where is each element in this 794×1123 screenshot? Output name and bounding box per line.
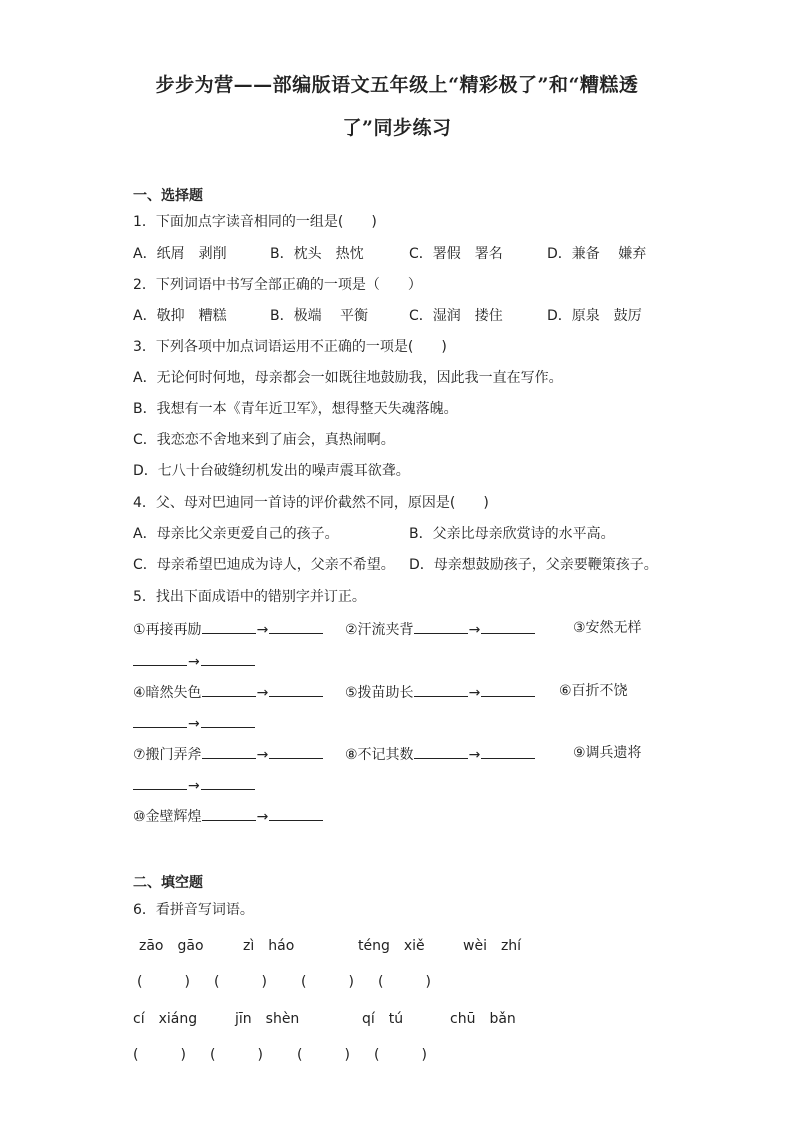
idiom-text: ⑥百折不饶	[559, 683, 628, 699]
question-2-option-c: C．湿润 搂住	[409, 308, 503, 324]
arrow-icon: →	[468, 685, 481, 701]
question-1-option-b: B．枕头 热忱	[270, 246, 364, 262]
idiom-text: ⑩金壁辉煌	[133, 809, 202, 825]
answer-blank[interactable]	[481, 682, 535, 697]
arrow-icon: →	[188, 654, 200, 670]
answer-blank[interactable]	[202, 806, 256, 821]
question-2-option-b: B．极端 平衡	[270, 308, 369, 324]
pinyin-7: qí tú	[362, 1011, 404, 1027]
answer-blank[interactable]	[202, 619, 256, 634]
question-2-option-d: D．原泉 鼓厉	[547, 308, 642, 324]
answer-blank[interactable]	[201, 713, 255, 728]
question-4-option-a: A．母亲比父亲更爱自己的孩子。	[133, 526, 339, 542]
question-5-stem: 5．找出下面成语中的错别字并订正。	[133, 589, 366, 605]
question-3-option-c: C．我恋恋不舍地来到了庙会，真热闹啊。	[133, 432, 395, 448]
pinyin-5: cí xiáng	[133, 1011, 198, 1027]
arrow-icon: →	[256, 622, 269, 638]
idiom-item-1	[133, 619, 323, 639]
answer-blank[interactable]	[481, 744, 535, 759]
answer-paren[interactable]: ( )	[133, 1047, 186, 1063]
idiom-text: ⑧不记其数	[345, 747, 414, 763]
question-1-option-a: A．纸屑 剥削	[133, 246, 227, 262]
document-title-line2: 了”同步练习	[342, 117, 452, 139]
pinyin-3: téng xiě	[358, 938, 425, 954]
answer-paren[interactable]: ( )	[210, 1047, 263, 1063]
question-3-stem: 3．下列各项中加点词语运用不正确的一项是( )	[133, 339, 447, 355]
answer-paren[interactable]: ( )	[378, 974, 431, 990]
idiom-text: ⑨调兵遗将	[573, 745, 642, 761]
idiom-text: ④暗然失色	[133, 685, 202, 701]
question-4-option-c: C．母亲希望巴迪成为诗人，父亲不希望。	[133, 557, 395, 573]
question-1-option-c: C．署假 署名	[409, 246, 503, 262]
section-choice-heading: 一、选择题	[133, 188, 203, 204]
idiom-text: ⑤拨苗助长	[345, 685, 414, 701]
answer-blank[interactable]	[414, 744, 468, 759]
idiom-item-6-answers	[133, 713, 255, 733]
answer-paren[interactable]: ( )	[297, 1047, 350, 1063]
idiom-item-9	[573, 744, 642, 762]
answer-blank[interactable]	[269, 744, 323, 759]
idiom-item-9-answers	[133, 775, 255, 795]
question-3-option-d: D．七八十台破缝纫机发出的噪声震耳欲聋。	[133, 463, 410, 479]
idiom-item-6	[559, 682, 628, 700]
question-4-option-d: D．母亲想鼓励孩子，父亲要鞭策孩子。	[409, 557, 658, 573]
answer-blank[interactable]	[269, 682, 323, 697]
idiom-item-8	[345, 744, 535, 764]
answer-paren[interactable]: ( )	[301, 974, 354, 990]
answer-blank[interactable]	[133, 775, 187, 790]
section-fill-heading: 二、填空题	[133, 875, 203, 891]
answer-blank[interactable]	[202, 744, 256, 759]
idiom-text: ③安然无样	[573, 620, 642, 636]
question-2-stem: 2．下列词语中书写全部正确的一项是（ ）	[133, 277, 422, 293]
arrow-icon: →	[188, 716, 200, 732]
question-6-stem: 6．看拼音写词语。	[133, 902, 254, 918]
answer-paren[interactable]: ( )	[214, 974, 267, 990]
idiom-item-7	[133, 744, 323, 764]
idiom-text: ①再接再励	[133, 622, 202, 638]
idiom-item-10	[133, 806, 323, 826]
answer-blank[interactable]	[133, 651, 187, 666]
answer-blank[interactable]	[201, 651, 255, 666]
answer-paren[interactable]: ( )	[137, 974, 190, 990]
answer-blank[interactable]	[201, 775, 255, 790]
pinyin-2: zì háo	[243, 938, 295, 954]
idiom-item-4	[133, 682, 323, 702]
question-4-stem: 4．父、母对巴迪同一首诗的评价截然不同，原因是( )	[133, 495, 489, 511]
answer-paren[interactable]: ( )	[374, 1047, 427, 1063]
pinyin-8: chū bǎn	[450, 1011, 516, 1027]
idiom-item-3	[573, 619, 642, 637]
question-4-option-b: B．父亲比母亲欣赏诗的水平高。	[409, 526, 615, 542]
arrow-icon: →	[468, 747, 481, 763]
answer-blank[interactable]	[414, 619, 468, 634]
idiom-item-5	[345, 682, 535, 702]
document-title-line1: 步步为营——部编版语文五年级上“精彩极了”和“糟糕透	[155, 74, 639, 96]
question-3-option-b: B．我想有一本《青年近卫军》，想得整天失魂落魄。	[133, 401, 458, 417]
answer-blank[interactable]	[414, 682, 468, 697]
question-2-option-a: A．敬抑 糟糕	[133, 308, 227, 324]
pinyin-4: wèi zhí	[463, 938, 522, 954]
idiom-text: ②汗流夹背	[345, 622, 414, 638]
question-1-option-d: D．兼备 嫌弃	[547, 246, 647, 262]
arrow-icon: →	[188, 778, 200, 794]
question-1-stem: 1．下面加点字读音相同的一组是( )	[133, 214, 377, 230]
question-3-option-a: A．无论何时何地，母亲都会一如既往地鼓励我，因此我一直在写作。	[133, 370, 563, 386]
arrow-icon: →	[256, 747, 269, 763]
pinyin-1: zāo gāo	[139, 938, 204, 954]
answer-blank[interactable]	[133, 713, 187, 728]
answer-blank[interactable]	[269, 806, 323, 821]
answer-blank[interactable]	[202, 682, 256, 697]
idiom-item-2	[345, 619, 535, 639]
answer-blank[interactable]	[481, 619, 535, 634]
idiom-item-3-answers	[133, 651, 255, 671]
arrow-icon: →	[256, 685, 269, 701]
idiom-text: ⑦搬门弄斧	[133, 747, 202, 763]
pinyin-6: jīn shèn	[235, 1011, 300, 1027]
arrow-icon: →	[468, 622, 481, 638]
answer-blank[interactable]	[269, 619, 323, 634]
arrow-icon: →	[256, 809, 269, 825]
